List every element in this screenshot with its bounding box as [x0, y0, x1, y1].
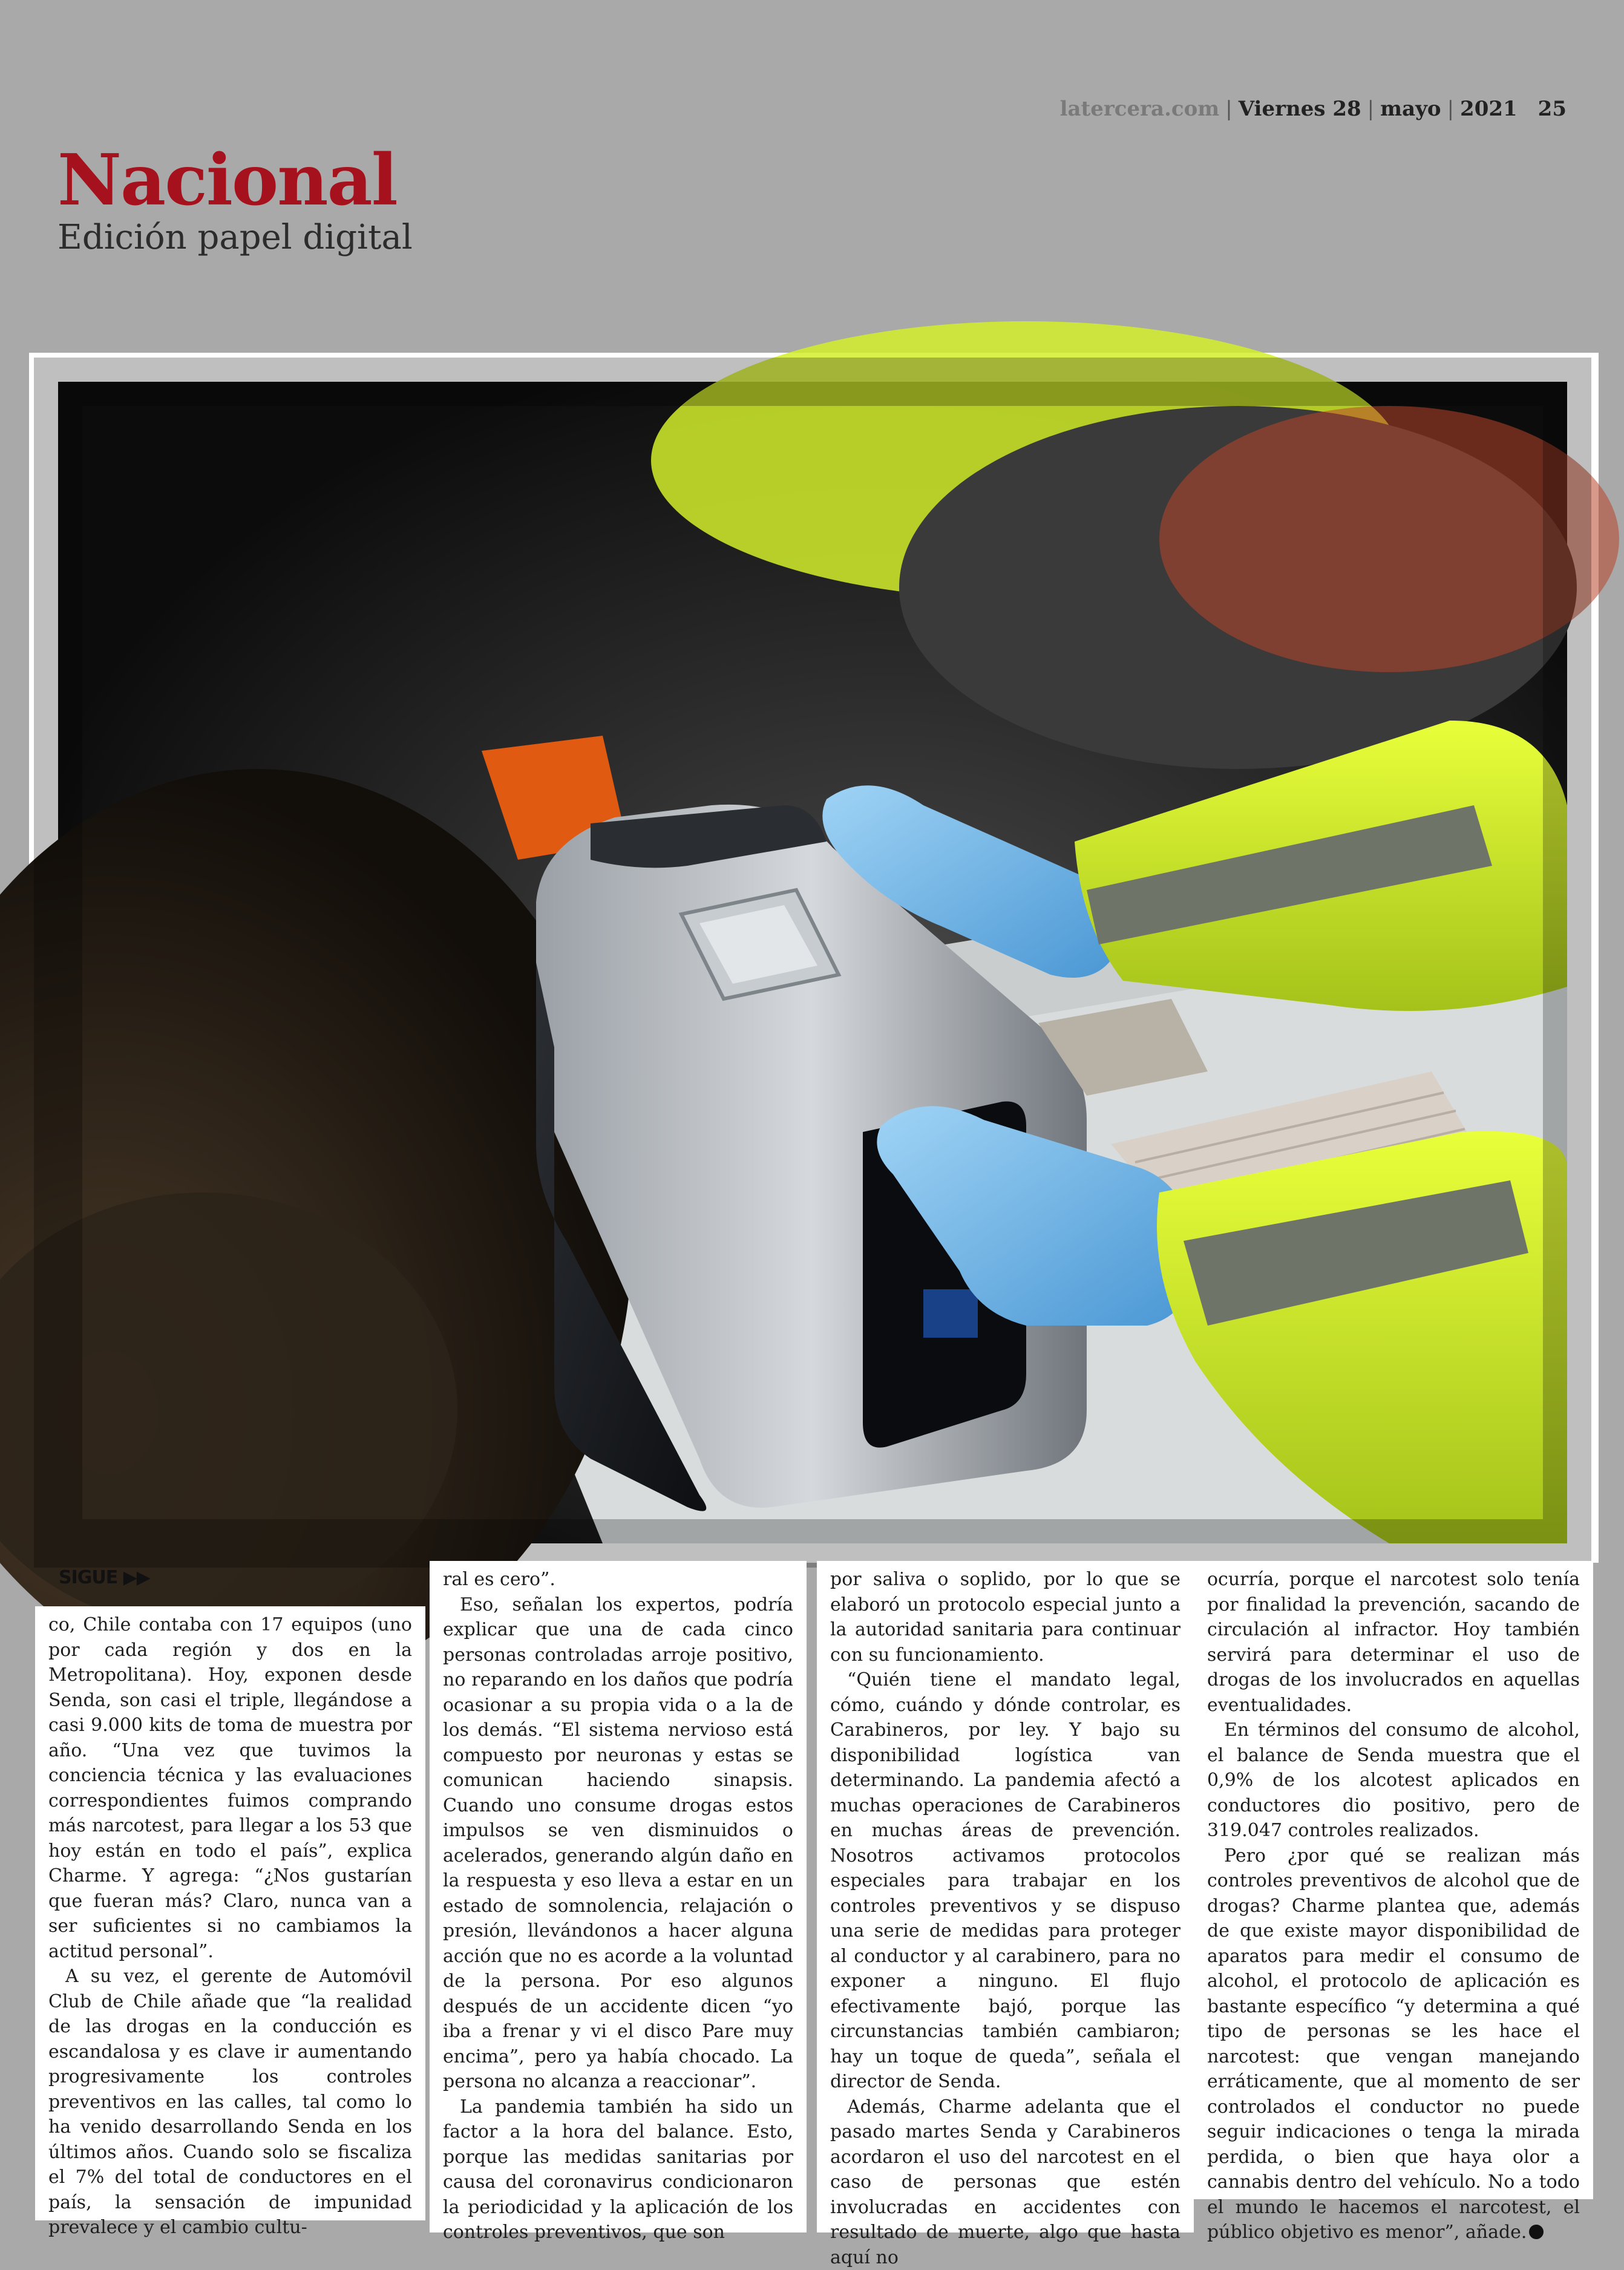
text-column-2 [430, 1561, 807, 2232]
paragraph-text: Pero ¿por qué se realizan más controles preventivos de alcohol que de drogas? Charme plantea que, además de que existe mayor disponibilidad de aparatos para medir el consumo de alcohol, el protocolo de aplicación es bastante específico “y determina a qué tipo de personas se les hace el narcotest: que vengan manejando erráticamente, que al momento de ser controlados el conductor no puede seguir indicaciones o tenga la mirada perdida, o bien que haya olor a cannabis dentro del vehículo. No a todo el mundo le hacemos el narcotest, el público objetivo es menor”, añade. [1207, 1845, 1580, 2243]
paragraph: Además, Charme adelanta que el pasado martes Senda y Carabineros acordaron el uso del narcotest en el caso de personas que estén involucradas en accidentes con resultado de muerte, algo que hasta aquí no [830, 2095, 1180, 2270]
paragraph-final [1207, 1843, 1580, 2245]
paragraph: por saliva o soplido, por lo que se elaboró un protocolo especial junto a la autoridad sanitaria para continuar con su funcionamiento. [830, 1567, 1180, 1667]
section-title: Nacional [57, 145, 397, 215]
header-year: 2021 [1460, 97, 1518, 121]
paragraph: co, Chile contaba con 17 equipos (uno por cada región y dos en la Metropolitana). Hoy, exponen desde Senda, son casi el triple, llegándose a casi 9.000 kits de toma de muestra por año. “Una vez que tuvimos la conciencia técnica y las evaluaciones correspondientes fuimos comprando más narcotest, para llegar a los 53 que hoy están en todo el país”, explica Charme. Y agrega: “¿Nos gustarían que fueran más? Claro, nunca van a ser suficientes si no cambiamos la actitud personal”. [48, 1612, 412, 1964]
header-day: Viernes 28 [1239, 97, 1361, 121]
paragraph: A su vez, el gerente de Automóvil Club de Chile añade que “la realidad de las drogas en la conducción es escandalosa y es clave ir aumentando progresivamente los controles preventivos en las calles, tal como lo ha venido desarrollando Senda en los últimos años. Cuando solo se fiscaliza el 7% del total de conductores en el país, la sensación de impunidad prevalece y el cambio cultu- [48, 1964, 412, 2240]
drug-test-device-photo [58, 382, 1567, 1543]
section-subtitle: Edición papel digital [57, 218, 413, 257]
page-header-meta: latercera.com | Viernes 28 | mayo | 2021 25 [1060, 97, 1567, 121]
paragraph: ocurría, porque el narcotest solo tenía por finalidad la prevención, sacando de circulación al infractor. Hoy también servirá para determinar el uso de drogas de los involucrados en aquellas eventualidades. [1207, 1567, 1580, 1718]
photo-illustration [58, 382, 1567, 1543]
sigue-link[interactable]: SIGUE ▶▶ [59, 1567, 150, 1588]
paragraph: ral es cero”. [443, 1567, 793, 1592]
end-of-article-icon [1529, 2225, 1544, 2239]
header-month: mayo [1380, 97, 1441, 121]
paragraph: La pandemia también ha sido un factor a la hora del balance. Esto, porque las medidas sanitarias por causa del coronavirus condicionaron la periodicidad y la aplicación de los controles preventivos, que son [443, 2095, 793, 2245]
text-column-1 [35, 1606, 425, 2220]
page-number: 25 [1538, 97, 1567, 121]
photo-frame [29, 353, 1599, 1563]
paragraph: En términos del consumo de alcohol, el balance de Senda muestra que el 0,9% de los alcotest aplicados en conductores dio positivo, pero de 319.047 controles realizados. [1207, 1718, 1580, 1843]
paragraph: Eso, señalan los expertos, podría explicar que una de cada cinco personas controladas arroje positivo, no reparando en los daños que podría ocasionar a su propia vida o a la de los demás. “El sistema nervioso está compuesto por neuronas y estas se comunican haciendo sinapsis. Cuando uno consume drogas estos impulsos se ven disminuidos o acelerados, generando algún daño en la respuesta y eso lleva a estar en un estado de somnolencia, relajación o presión, llevándonos a hacer alguna acción que no es acorde a la voluntad de la persona. Por eso algunos después de un accidente dicen “yo iba a frenar y vi el disco Pare muy encima”, pero ya había chocado. La persona no alcanza a reaccionar”. [443, 1592, 793, 2095]
text-column-3 [817, 1561, 1194, 2232]
site-name[interactable]: latercera.com [1060, 97, 1220, 121]
paragraph: “Quién tiene el mandato legal, cómo, cuándo y dónde controlar, es Carabineros, por ley. Y bajo su disponibilidad logística van determinando. La pandemia afectó a muchas operaciones de Carabineros en muchas áreas de prevención. Nosotros activamos protocolos especiales para trabajar en los controles preventivos y se dispuso una serie de medidas para proteger al conductor y al carabinero, para no exponer a ninguno. El flujo efectivamente bajó, porque las circunstancias también cambiaron; hay un toque de queda”, señala el director de Senda. [830, 1667, 1180, 2095]
text-column-4 [1194, 1561, 1593, 2199]
